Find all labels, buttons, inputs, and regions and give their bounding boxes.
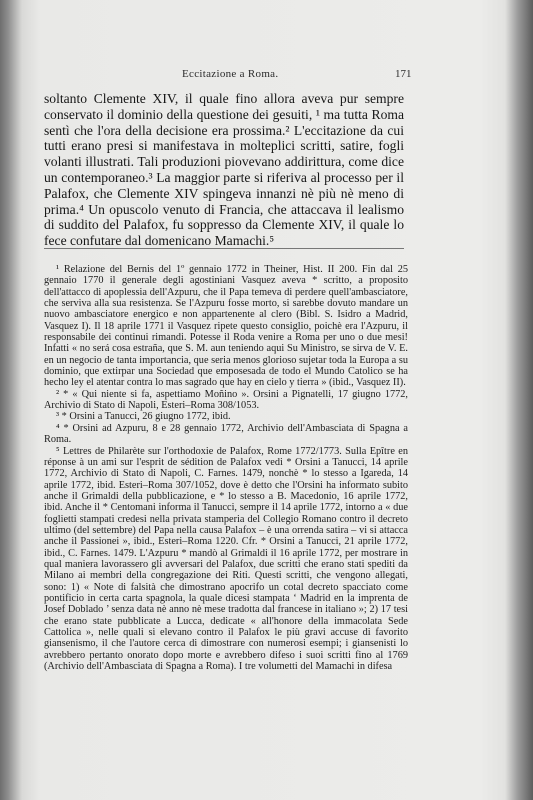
footnote-separator xyxy=(44,248,404,249)
running-head: Eccitazione a Roma. xyxy=(182,68,279,80)
body-paragraph: soltanto Clemente XIV, il quale fino allora aveva pur sempre conservato il dominio della questione dei gesuiti, ¹ ma tutta Roma sentì che l'ora della decisione era prossima.² L'eccitazione da cui tutti erano presi si manifestava in molteplici scritti, satire, fogli volanti illustrati. Tali produzioni piovevano addirittura, come dice un contemporaneo.³ La maggior parte si riferiva al processo per il Palafox, che Clemente XIV spingeva innanzi nè più nè meno di prima.⁴ Un opuscolo venuto di Francia, che attaccava il lealismo di suddito del Palafox, fu soppresso da Clemente XIV, il quale lo fece confutare dal domenicano Mamachi.⁵ xyxy=(44,91,404,249)
footnote-2: ² * « Qui niente si fa, aspettiamo Moñino ». Orsini a Pignatelli, 17 giugno 1772, Archivio di Stato di Napoli, Esteri–Roma 308/1053. xyxy=(44,388,408,412)
page-header xyxy=(20,68,515,84)
book-page xyxy=(20,0,515,800)
footnote-4: ⁴ * Orsini ad Azpuru, 8 e 28 gennaio 1772, Archivio dell'Ambasciata di Spagna a Roma. xyxy=(44,422,408,446)
footnote-1: ¹ Relazione del Bernis del 1º gennaio 1772 in Theiner, Hist. II 200. Fin dal 25 gennaio 1770 il generale degli agostiniani Vasquez aveva * scritto, a proposito dell'attacco di apoplessia dell'Azpuru, che il Papa temeva di perdere quell'ambasciatore, che serviva alla sua resistenza. Se l'Azpuru fosse morto, si sarebbe dovuto mandare un nuovo ambasciatore energico e non appartenente al clero (Bibl. S. Isidro a Madrid, Vasquez I). Il 18 aprile 1771 il Vasquez ripete questo consiglio, poichè era l'Azpuru, il responsabile dei continui rimandi. Potesse il Roda venire a Roma per uno o due mesi! Infatti « no será cosa estraña, que S. M. aun teniendo aqui Su Ministro, se sirva de V. E. en un negocio de tanta importancia, que seria menos glorioso sujetar toda la Europa a su dominio, que extirpar una Sociedad que emposesada de todo el Mundo Catolico se ha hecho ley el atentar contra lo mas sagrado que hay en cielo y tierra » (ibid., Vasquez II). xyxy=(44,264,408,389)
footnote-3: ³ * Orsini a Tanucci, 26 giugno 1772, ibid. xyxy=(56,411,231,423)
page-number: 171 xyxy=(395,68,412,80)
footnote-5: ⁵ Lettres de Philarète sur l'orthodoxie de Palafox, Rome 1772/1773. Sulla Epître en réponse à un ami sur l'esprit de sédition de Palafox vedi * Orsini a Tanucci, 14 aprile 1772, Archivio di Stato di Napoli, C. Farnes. 1479, nonchè * lo stesso a Igareda, 14 aprile 1772, ibid. Esteri–Roma 307/1052, dove è detto che l'Orsini ha informato subito anche il Grimaldi della pubblicazione, e * lo stesso a B. Macedonio, 16 aprile 1772, ibid. Anche il * Centomani informa il Tanucci, sempre il 14 aprile 1772, intorno a « due foglietti stampati credesi nella privata stamperia del Collegio Romano contro il decreto ultimo (del settembre) del Papa nella causa Palafox – è una orrenda satira – vi si attacca anche il Passionei », ibid., Esteri–Roma 1220. Cfr. * Orsini a Tanucci, 21 aprile 1772, ibid., C. Farnes. 1479. L'Azpuru * mandò al Grimaldi il 16 aprile 1772, per mostrare in qual maniera lavorassero gli avversari del Palafox, due scritti che erano stati spediti da Milano ai membri della congregazione dei Riti. Questi scritti, che vengono allegati, sono: 1) « Note di falsità che dimostrano apocrifo un cotal decreto spacciato come pontificio in certa carta spagnola, la quale dicesi stampata ‘ Madrid en la imprenta de Josef Doblado ’ senza data nè anno nè mese tradotta dal francese in italiano »; 2) 17 tesi che erano state pubblicate a Lucca, dedicate « all'honore della immacolata Sede Cattolica », nelle quali si elevano contro il Palafox le più gravi accuse di favorito giansenismo, il che l'autore cerca di dimostrare con numerosi esempi; i giansenisti lo avrebbero pertanto onorato dopo morte e avrebbero difeso i suoi scritti fino al 1769 (Archivio dell'Ambasciata di Spagna a Roma). I tre volumetti del Mamachi in difesa xyxy=(44,445,408,673)
footnotes xyxy=(44,264,408,672)
main-text xyxy=(44,91,404,249)
